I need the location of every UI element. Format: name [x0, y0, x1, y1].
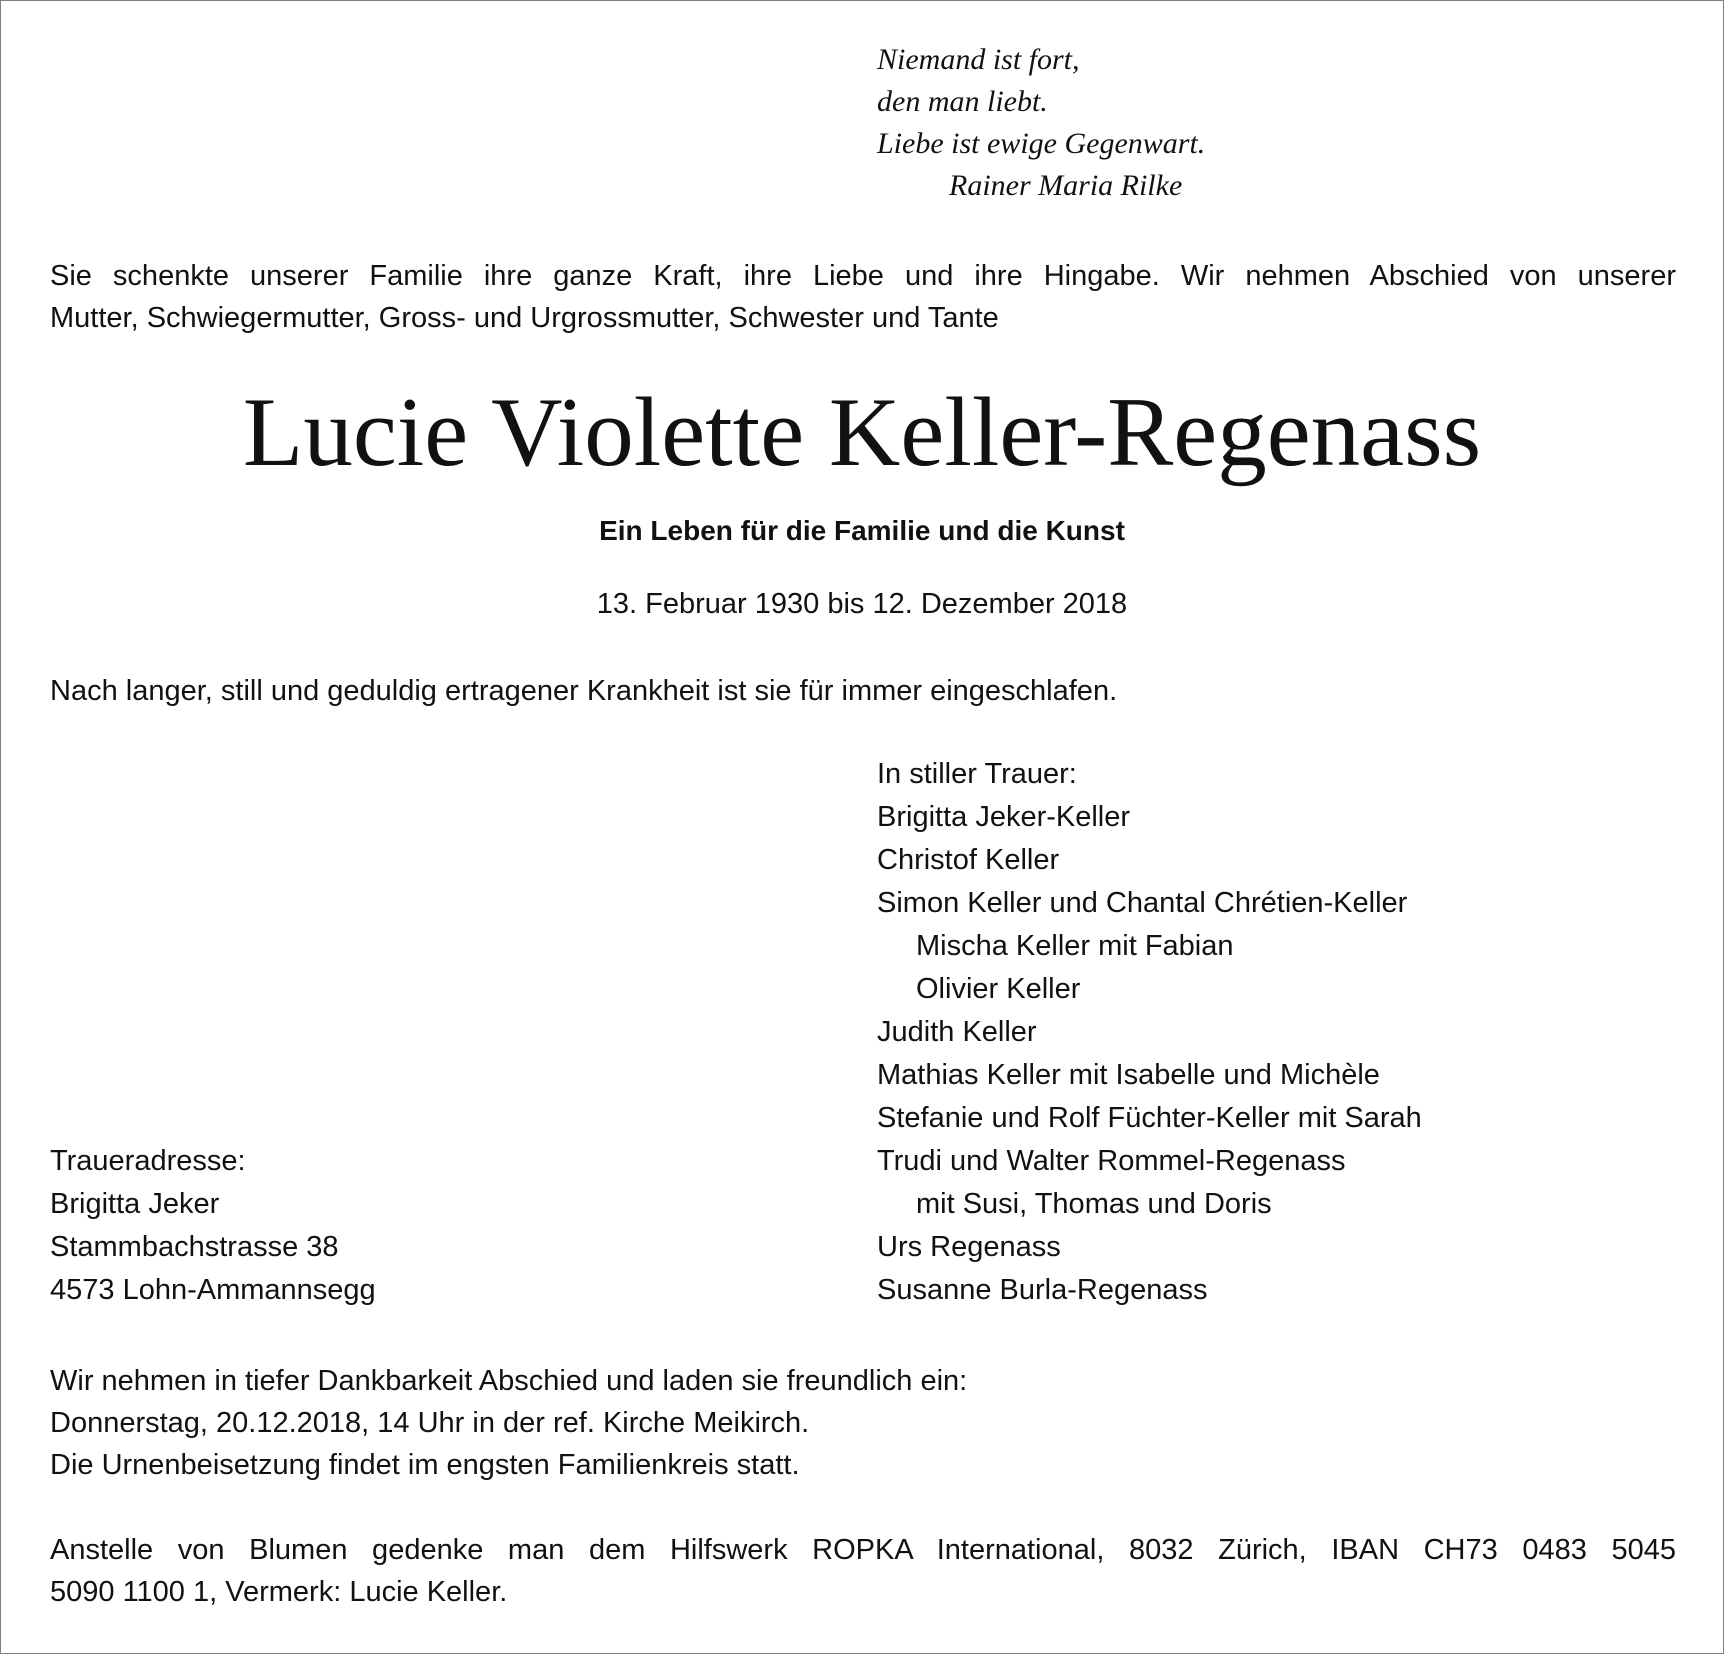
service-line: Donnerstag, 20.12.2018, 14 Uhr in der ref. Kirche Meikirch. — [50, 1407, 810, 1439]
mourner-entry: Stefanie und Rolf Füchter-Keller mit Sarah — [877, 1102, 1422, 1134]
intro-paragraph — [50, 255, 1676, 339]
mourner-entry: Trudi und Walter Rommel-Regenass — [877, 1145, 1346, 1177]
service-line: Die Urnenbeisetzung findet im engsten Familienkreis statt. — [50, 1449, 800, 1481]
intro-line: Sie schenkte unserer Familie ihre ganze Kraft, ihre Liebe und ihre Hingabe. Wir nehmen Abschied von unserer — [50, 260, 1676, 292]
quote-line: den man liebt. — [877, 85, 1048, 118]
life-dates: 13. Februar 1930 bis 12. Dezember 2018 — [596, 588, 1128, 620]
quote-line: Niemand ist fort, — [877, 43, 1080, 76]
address-street: Stammbachstrasse 38 — [50, 1231, 339, 1263]
deceased-name: Lucie Violette Keller-Regenass — [242, 378, 1482, 487]
mourner-entry: Olivier Keller — [916, 973, 1081, 1005]
illness-text: Nach langer, still und geduldig ertragener Krankheit ist sie für immer eingeschlafen. — [50, 675, 1118, 707]
mourner-entry: Susanne Burla-Regenass — [877, 1274, 1208, 1306]
mourner-entry: Brigitta Jeker-Keller — [877, 801, 1131, 833]
mourners-heading: In stiller Trauer: — [877, 758, 1077, 790]
address-name: Brigitta Jeker — [50, 1188, 220, 1220]
quote-author: Rainer Maria Rilke — [949, 169, 1183, 202]
mourner-entry: Urs Regenass — [877, 1231, 1061, 1263]
mourners-list — [877, 753, 1422, 1312]
mourner-entry: Christof Keller — [877, 844, 1060, 876]
donation-note — [50, 1529, 1676, 1613]
intro-line: Mutter, Schwiegermutter, Gross- und Urgrossmutter, Schwester und Tante — [50, 302, 999, 334]
quote-line: Liebe ist ewige Gegenwart. — [877, 127, 1206, 160]
mourning-address — [50, 1140, 376, 1312]
mourner-entry: Simon Keller und Chantal Chrétien-Keller — [877, 887, 1408, 919]
life-motto: Ein Leben für die Familie und die Kunst — [599, 515, 1125, 546]
donation-line: Anstelle von Blumen gedenke man dem Hilfswerk ROPKA International, 8032 Zürich, IBAN CH73 0483 5045 — [50, 1534, 1676, 1566]
address-city: 4573 Lohn-Ammannsegg — [50, 1274, 376, 1306]
rilke-quote — [877, 39, 1205, 207]
mourner-entry: Judith Keller — [877, 1016, 1037, 1048]
service-info — [50, 1360, 967, 1486]
mourner-entry: mit Susi, Thomas und Doris — [916, 1188, 1272, 1220]
mourner-entry: Mischa Keller mit Fabian — [916, 930, 1234, 962]
donation-line: 5090 1100 1, Vermerk: Lucie Keller. — [50, 1576, 508, 1608]
mourner-entry: Mathias Keller mit Isabelle und Michèle — [877, 1059, 1380, 1091]
address-label: Traueradresse: — [50, 1145, 246, 1177]
service-line: Wir nehmen in tiefer Dankbarkeit Abschied und laden sie freundlich ein: — [50, 1365, 968, 1397]
